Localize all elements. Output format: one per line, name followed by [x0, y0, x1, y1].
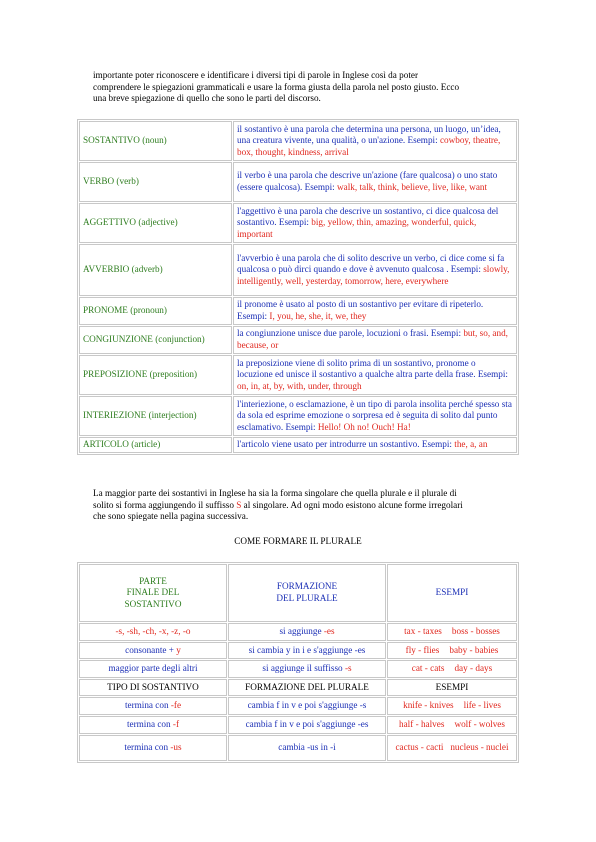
examples-cell	[387, 735, 517, 761]
intro-line: comprendere le spiegazioni grammaticali e usare la forma giusta della parola nel posto giusto. Ecco	[93, 81, 460, 92]
pos-examples: big, yellow, thin, amazing, wonderful, quick, important	[237, 217, 477, 239]
table-row	[79, 121, 517, 161]
table-row	[79, 244, 517, 296]
ending-text: termina con	[124, 741, 171, 752]
header-ending-line: FINALE DEL	[126, 587, 180, 598]
table-row	[79, 396, 517, 436]
table-header-row	[79, 564, 517, 622]
table-row	[79, 735, 517, 761]
subheader-formation: FORMAZIONE DEL PLURALE	[228, 679, 386, 697]
formation-text: si aggiunge	[279, 626, 324, 636]
table-row	[79, 326, 517, 354]
ending-text: consonante +	[125, 644, 177, 655]
plural-intro-text: solito si forma aggiungendo il suffisso	[93, 499, 237, 510]
header-formation-line: FORMAZIONE	[276, 581, 338, 592]
ending-text: termina con	[126, 718, 173, 729]
formation-cell: si cambia y in i e s'aggiunge -es	[228, 642, 386, 660]
pos-definition	[233, 244, 517, 296]
example: knife - knives	[403, 700, 454, 711]
examples-cell	[387, 660, 517, 678]
example: cactus - cacti	[395, 741, 444, 752]
ending-cell	[79, 642, 227, 660]
pos-term: VERBO (verb)	[79, 162, 232, 202]
pos-examples: walk, talk, think, believe, live, like, want	[337, 182, 488, 192]
pos-definition	[233, 326, 517, 354]
suffix-s: S	[236, 499, 242, 510]
pos-term: PRONOME (pronoun)	[79, 297, 232, 325]
example: nucleus - nuclei	[450, 741, 509, 752]
plural-section-title: COME FORMARE IL PLURALE	[234, 536, 362, 546]
header-ending-line: SOSTANTIVO	[124, 598, 182, 609]
ending-cell: maggior parte degli altri	[79, 660, 227, 678]
ending-cell	[79, 716, 227, 734]
pos-definition	[233, 162, 517, 202]
pos-term: SOSTANTIVO (noun)	[79, 121, 232, 161]
pos-description: la preposizione viene di solito prima di un sostantivo, pronome o locuzione ed unisce il sostantivo a qualche altra parte della frase. Esempi:	[237, 357, 508, 380]
example: baby - babies	[449, 644, 499, 655]
pos-description: la congiunzione unisce due parole, locuzioni o frasi. Esempi:	[237, 328, 462, 339]
pos-definition	[233, 355, 517, 395]
table-row	[79, 660, 517, 678]
plural-rules-table	[77, 562, 519, 763]
ending-suffix: -us	[170, 741, 182, 752]
table-row	[79, 437, 517, 453]
pos-description: l'articolo viene usato per introdurre un sostantivo. Esempi:	[237, 439, 452, 450]
plural-intro-line: La maggior parte dei sostantivi in Inglese ha sia la forma singolare che quella plurale e il plurale di	[93, 488, 457, 498]
formation-cell: cambia f in v e poi s'aggiunge -es	[228, 716, 386, 734]
examples-cell	[387, 716, 517, 734]
header-ending-line: PARTE	[139, 575, 167, 586]
intro-line: importante poter riconoscere e identificare i diversi tipi di parole in Inglese così da poter	[93, 70, 419, 80]
pos-examples: slowly, intelligently, well, yesterday, tomorrow, here, everywhere	[237, 264, 510, 286]
ending-suffix: -f	[172, 718, 180, 729]
table-subheader-row	[79, 679, 517, 697]
plural-intro-line	[93, 500, 505, 512]
pos-definition	[233, 203, 517, 243]
ending-cell: -s, -sh, -ch, -x, -z, -o	[79, 623, 227, 641]
pos-definition	[233, 396, 517, 436]
header-formation-line: DEL PLURALE	[276, 593, 338, 603]
example: boss - bosses	[451, 626, 500, 636]
pos-examples: but, so, and, because, or	[237, 328, 508, 350]
pos-definition	[233, 437, 517, 453]
pos-description: il sostantivo è una parola che determina una persona, un luogo, un’idea, una creatura vivente, una qualità, o un'azione. Esempi:	[237, 123, 501, 146]
subheader-type: TIPO DI SOSTANTIVO	[79, 679, 227, 697]
formation-cell	[228, 623, 386, 641]
header-ending	[79, 564, 227, 622]
table-row	[79, 297, 517, 325]
formation-cell: cambia -us in -i	[228, 735, 386, 761]
ending-text: termina con	[124, 700, 171, 711]
example: fly - flies	[405, 644, 440, 655]
pos-description: il verbo è una parola che descrive un'azione (fare qualcosa) o uno stato (essere qualcosa). Esempi:	[237, 170, 498, 192]
pos-examples: Hello! Oh no! Ouch! Ha!	[317, 421, 411, 432]
formation-text: si aggiunge il suffisso	[262, 663, 345, 674]
table-row	[79, 697, 517, 715]
table-row	[79, 355, 517, 395]
pos-examples: on, in, at, by, with, under, through	[237, 380, 362, 391]
plural-intro-line: che sono spiegate nella pagina successiva.	[93, 511, 249, 522]
ending-suffix: -fe	[170, 700, 182, 711]
pos-description: l'avverbio è una parola che di solito descrive un verbo, ci dice come si fa qualcosa o può dirci quando e dove è avvenuto qualcosa . Esempi:	[237, 252, 505, 275]
parts-of-speech-table	[77, 119, 519, 455]
table-row	[79, 162, 517, 202]
plural-intro-text: al singolare. Ad ogni modo esistono alcune forme irregolari	[241, 499, 463, 510]
pos-term: AVVERBIO (adverb)	[79, 244, 232, 296]
pos-description: il pronome è usato al posto di un sostantivo per evitare di ripeterlo. Esempi:	[237, 299, 484, 321]
formation-cell	[228, 660, 386, 678]
pos-examples: cowboy, theatre, box, thought, kindness, arrival	[237, 135, 501, 157]
pos-term: PREPOSIZIONE (preposition)	[79, 355, 232, 395]
pos-term: ARTICOLO (article)	[79, 437, 232, 453]
intro-paragraph	[93, 70, 505, 105]
example: wolf - wolves	[454, 718, 505, 729]
ending-cell	[79, 697, 227, 715]
examples-cell	[387, 642, 517, 660]
header-examples: ESEMPI	[387, 564, 517, 622]
subheader-examples: ESEMPI	[387, 679, 517, 697]
table-row	[79, 623, 517, 641]
examples-cell	[387, 623, 517, 641]
table-row	[79, 203, 517, 243]
pos-definition	[233, 121, 517, 161]
plural-intro-paragraph	[93, 488, 505, 523]
example: half - halves	[399, 718, 445, 729]
pos-term: CONGIUNZIONE (conjunction)	[79, 326, 232, 354]
example: day - days	[454, 663, 493, 674]
ending-cell	[79, 735, 227, 761]
formation-suffix: -es	[323, 626, 335, 636]
table-row	[79, 642, 517, 660]
pos-definition	[233, 297, 517, 325]
pos-term: AGGETTIVO (adjective)	[79, 203, 232, 243]
example: tax - taxes	[404, 626, 442, 636]
examples-cell	[387, 697, 517, 715]
intro-line: una breve spiegazione di quello che sono le parti del discorso.	[93, 93, 321, 104]
header-formation	[228, 564, 386, 622]
pos-examples: the, a, an	[454, 439, 488, 450]
formation-cell: cambia f in v e poi s'aggiunge -s	[228, 697, 386, 715]
pos-examples: I, you, he, she, it, we, they	[269, 311, 367, 321]
example: life - lives	[463, 700, 501, 711]
table-row	[79, 716, 517, 734]
pos-description: l'aggettivo è una parola che descrive un sostantivo, ci dice qualcosa del sostantivo. Esempi:	[237, 205, 499, 228]
pos-term: INTERIEZIONE (interjection)	[79, 396, 232, 436]
example: cat - cats	[411, 663, 445, 674]
ending-letter: y	[176, 644, 181, 655]
formation-suffix: -s	[344, 663, 352, 674]
pos-description: l'interiezione, o esclamazione, è un tipo di parola insolita perché spesso sta da sola ed esprime emozione o sorpresa ed è seguita di solito dal punto esclamativo. Esempi:	[237, 398, 512, 432]
